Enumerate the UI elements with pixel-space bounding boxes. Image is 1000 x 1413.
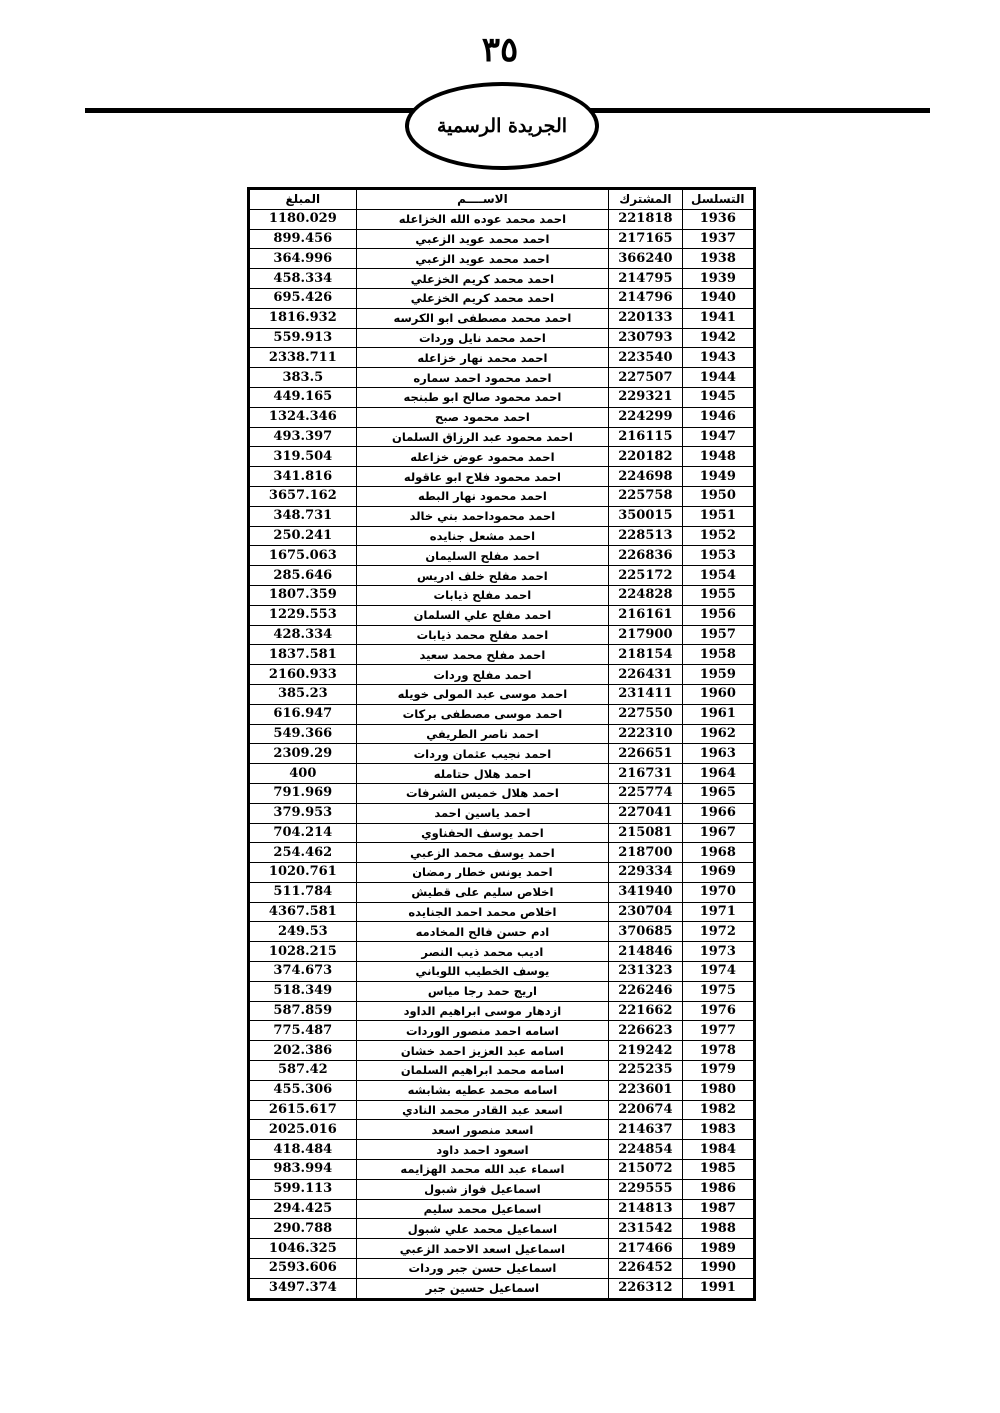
name-cell: اسامه عبد العزيز احمد خشان <box>356 1041 609 1061</box>
subscriber-cell: 224828 <box>609 585 682 605</box>
name-cell: ازدهار موسى ابراهيم الداود <box>356 1001 609 1021</box>
amount-cell: 1675.063 <box>250 546 357 566</box>
amount-cell: 2309.29 <box>250 744 357 764</box>
serial-cell: 1941 <box>682 308 753 328</box>
subscriber-cell: 225172 <box>609 566 682 586</box>
amount-cell: 1807.359 <box>250 585 357 605</box>
table-row <box>250 1001 754 1021</box>
publication-title: الجريدة الرسمية <box>436 115 568 137</box>
subscriber-cell: 226651 <box>609 744 682 764</box>
serial-cell: 1989 <box>682 1239 753 1259</box>
serial-cell: 1946 <box>682 407 753 427</box>
subscriber-cell: 226246 <box>609 981 682 1001</box>
subscriber-cell: 216731 <box>609 764 682 784</box>
table-row <box>250 625 754 645</box>
serial-cell: 1965 <box>682 783 753 803</box>
name-cell: احمد محمود عوض خزاعله <box>356 447 609 467</box>
name-cell: اسماعيل حسن جبر وردات <box>356 1259 609 1279</box>
table-row <box>250 1041 754 1061</box>
amount-cell: 899.456 <box>250 229 357 249</box>
table-row <box>250 249 754 269</box>
table-row <box>250 684 754 704</box>
table-row <box>250 229 754 249</box>
subscriber-cell: 214795 <box>609 269 682 289</box>
table-body <box>250 209 754 1298</box>
subscriber-cell: 366240 <box>609 249 682 269</box>
column-header-subscriber: المشترك <box>609 190 682 210</box>
subscriber-cell: 230704 <box>609 902 682 922</box>
name-cell: اسامه محمد عطيه بشابشه <box>356 1080 609 1100</box>
name-cell: اسماعيل اسعد الاحمد الزعبي <box>356 1239 609 1259</box>
name-cell: احمد موسى عبد المولى خويله <box>356 684 609 704</box>
subscriber-cell: 224299 <box>609 407 682 427</box>
subscriber-cell: 214796 <box>609 288 682 308</box>
table-row <box>250 209 754 229</box>
subscriber-cell: 218154 <box>609 645 682 665</box>
name-cell: احمد نجيب عثمان وردات <box>356 744 609 764</box>
table-row <box>250 447 754 467</box>
subscriber-cell: 224854 <box>609 1140 682 1160</box>
serial-cell: 1990 <box>682 1259 753 1279</box>
amount-cell: 493.397 <box>250 427 357 447</box>
amount-cell: 1837.581 <box>250 645 357 665</box>
table-row <box>250 724 754 744</box>
serial-cell: 1957 <box>682 625 753 645</box>
table-row <box>250 1021 754 1041</box>
subscriber-cell: 225235 <box>609 1061 682 1081</box>
table-row <box>250 1179 754 1199</box>
subscriber-cell: 219242 <box>609 1041 682 1061</box>
subscriber-cell: 217900 <box>609 625 682 645</box>
amount-cell: 285.646 <box>250 566 357 586</box>
name-cell: ادم حسن فالح المخادمه <box>356 922 609 942</box>
name-cell: احمد محمود احمد سماره <box>356 368 609 388</box>
serial-cell: 1991 <box>682 1278 753 1298</box>
subscriber-cell: 226312 <box>609 1278 682 1298</box>
subscriber-cell: 231323 <box>609 962 682 982</box>
serial-cell: 1942 <box>682 328 753 348</box>
subscriber-cell: 216115 <box>609 427 682 447</box>
serial-cell: 1958 <box>682 645 753 665</box>
serial-cell: 1978 <box>682 1041 753 1061</box>
amount-cell: 290.788 <box>250 1219 357 1239</box>
amount-cell: 983.994 <box>250 1160 357 1180</box>
name-cell: اريج حمد رجا مياس <box>356 981 609 1001</box>
table-row <box>250 744 754 764</box>
name-cell: احمد مفلح محمد ذيابات <box>356 625 609 645</box>
name-cell: اسعد عبد القادر محمد النادي <box>356 1100 609 1120</box>
subscriber-cell: 221662 <box>609 1001 682 1021</box>
name-cell: احمد محمد كريم الخزعلي <box>356 288 609 308</box>
subscriber-cell: 217466 <box>609 1239 682 1259</box>
name-cell: احمد محموداحمد بني خالد <box>356 506 609 526</box>
serial-cell: 1956 <box>682 605 753 625</box>
amount-cell: 1816.932 <box>250 308 357 328</box>
subscriber-cell: 226431 <box>609 665 682 685</box>
name-cell: اسماعيل فواز شبول <box>356 1179 609 1199</box>
table-row <box>250 269 754 289</box>
name-cell: احمد مفلح ذيابات <box>356 585 609 605</box>
amount-cell: 2160.933 <box>250 665 357 685</box>
amount-cell: 3657.162 <box>250 486 357 506</box>
subscriber-cell: 229555 <box>609 1179 682 1199</box>
name-cell: احمد ياسين احمد <box>356 803 609 823</box>
table-row <box>250 783 754 803</box>
table-row <box>250 387 754 407</box>
serial-cell: 1964 <box>682 764 753 784</box>
subscriber-cell: 227507 <box>609 368 682 388</box>
serial-cell: 1966 <box>682 803 753 823</box>
amount-cell: 455.306 <box>250 1080 357 1100</box>
name-cell: احمد يوسف محمد الزعبي <box>356 843 609 863</box>
table-row <box>250 863 754 883</box>
table-row <box>250 764 754 784</box>
name-cell: احمد مفلح وردات <box>356 665 609 685</box>
amount-cell: 3497.374 <box>250 1278 357 1298</box>
table-row <box>250 427 754 447</box>
serial-cell: 1974 <box>682 962 753 982</box>
table-row <box>250 1199 754 1219</box>
name-cell: اخلاص سليم على قطيش <box>356 882 609 902</box>
table-row <box>250 407 754 427</box>
subscriber-cell: 224698 <box>609 467 682 487</box>
subscriber-cell: 228513 <box>609 526 682 546</box>
serial-cell: 1943 <box>682 348 753 368</box>
serial-cell: 1954 <box>682 566 753 586</box>
serial-cell: 1947 <box>682 427 753 447</box>
subscriber-cell: 220182 <box>609 447 682 467</box>
serial-cell: 1955 <box>682 585 753 605</box>
serial-cell: 1987 <box>682 1199 753 1219</box>
amount-cell: 383.5 <box>250 368 357 388</box>
serial-cell: 1983 <box>682 1120 753 1140</box>
amount-cell: 400 <box>250 764 357 784</box>
serial-cell: 1984 <box>682 1140 753 1160</box>
table-row <box>250 1061 754 1081</box>
table-row <box>250 1100 754 1120</box>
table-row <box>250 645 754 665</box>
table-row <box>250 981 754 1001</box>
amount-cell: 341.816 <box>250 467 357 487</box>
subscriber-cell: 226452 <box>609 1259 682 1279</box>
payments-table <box>249 189 754 1299</box>
name-cell: احمد يوسف الحفناوي <box>356 823 609 843</box>
subscriber-cell: 229321 <box>609 387 682 407</box>
table-row <box>250 288 754 308</box>
name-cell: اديب محمد ذيب النصر <box>356 942 609 962</box>
table-row <box>250 665 754 685</box>
serial-cell: 1976 <box>682 1001 753 1021</box>
amount-cell: 587.859 <box>250 1001 357 1021</box>
amount-cell: 319.504 <box>250 447 357 467</box>
table-row <box>250 902 754 922</box>
subscriber-cell: 350015 <box>609 506 682 526</box>
serial-cell: 1963 <box>682 744 753 764</box>
serial-cell: 1961 <box>682 704 753 724</box>
name-cell: احمد محمد مصطفى ابو الكرسه <box>356 308 609 328</box>
amount-cell: 379.953 <box>250 803 357 823</box>
amount-cell: 587.42 <box>250 1061 357 1081</box>
subscriber-cell: 214637 <box>609 1120 682 1140</box>
subscriber-cell: 223601 <box>609 1080 682 1100</box>
name-cell: اسامه محمد ابراهيم السلمان <box>356 1061 609 1081</box>
subscriber-cell: 229334 <box>609 863 682 883</box>
subscriber-cell: 215081 <box>609 823 682 843</box>
serial-cell: 1949 <box>682 467 753 487</box>
amount-cell: 1020.761 <box>250 863 357 883</box>
subscriber-cell: 221818 <box>609 209 682 229</box>
serial-cell: 1988 <box>682 1219 753 1239</box>
serial-cell: 1953 <box>682 546 753 566</box>
amount-cell: 549.366 <box>250 724 357 744</box>
subscriber-cell: 214813 <box>609 1199 682 1219</box>
table-row <box>250 506 754 526</box>
name-cell: احمد محمد عويد الزعبي <box>356 229 609 249</box>
serial-cell: 1962 <box>682 724 753 744</box>
table-header-row <box>250 190 754 210</box>
name-cell: اخلاص محمد احمد الجنايده <box>356 902 609 922</box>
subscriber-cell: 231411 <box>609 684 682 704</box>
subscriber-cell: 214846 <box>609 942 682 962</box>
table-row <box>250 1278 754 1298</box>
subscriber-cell: 227550 <box>609 704 682 724</box>
name-cell: احمد هلال خميس الشرفات <box>356 783 609 803</box>
subscriber-cell: 225774 <box>609 783 682 803</box>
amount-cell: 518.349 <box>250 981 357 1001</box>
amount-cell: 1180.029 <box>250 209 357 229</box>
serial-cell: 1979 <box>682 1061 753 1081</box>
table-row <box>250 308 754 328</box>
name-cell: احمد موسى مصطفى بركات <box>356 704 609 724</box>
table-row <box>250 1120 754 1140</box>
subscriber-cell: 226836 <box>609 546 682 566</box>
subscriber-cell: 227041 <box>609 803 682 823</box>
serial-cell: 1948 <box>682 447 753 467</box>
table-row <box>250 585 754 605</box>
serial-cell: 1970 <box>682 882 753 902</box>
serial-cell: 1975 <box>682 981 753 1001</box>
subscriber-cell: 218700 <box>609 843 682 863</box>
amount-cell: 374.673 <box>250 962 357 982</box>
amount-cell: 695.426 <box>250 288 357 308</box>
amount-cell: 616.947 <box>250 704 357 724</box>
amount-cell: 294.425 <box>250 1199 357 1219</box>
amount-cell: 250.241 <box>250 526 357 546</box>
amount-cell: 364.996 <box>250 249 357 269</box>
name-cell: اسماعيل محمد سليم <box>356 1199 609 1219</box>
table-row <box>250 803 754 823</box>
column-header-name: الاســــم <box>356 190 609 210</box>
amount-cell: 1046.325 <box>250 1239 357 1259</box>
name-cell: احمد ناصر الطريفي <box>356 724 609 744</box>
serial-cell: 1937 <box>682 229 753 249</box>
amount-cell: 2615.617 <box>250 1100 357 1120</box>
subscriber-cell: 216161 <box>609 605 682 625</box>
name-cell: احمد محمود نهار البطه <box>356 486 609 506</box>
table-row <box>250 704 754 724</box>
subscriber-cell: 223540 <box>609 348 682 368</box>
name-cell: اسعود احمد داود <box>356 1140 609 1160</box>
masthead-oval <box>405 82 599 170</box>
subscriber-cell: 226623 <box>609 1021 682 1041</box>
serial-cell: 1960 <box>682 684 753 704</box>
serial-cell: 1940 <box>682 288 753 308</box>
amount-cell: 4367.581 <box>250 902 357 922</box>
amount-cell: 1229.553 <box>250 605 357 625</box>
subscriber-cell: 220133 <box>609 308 682 328</box>
serial-cell: 1936 <box>682 209 753 229</box>
table-row <box>250 486 754 506</box>
subscriber-cell: 217165 <box>609 229 682 249</box>
table-row <box>250 1080 754 1100</box>
amount-cell: 202.386 <box>250 1041 357 1061</box>
serial-cell: 1944 <box>682 368 753 388</box>
serial-cell: 1969 <box>682 863 753 883</box>
serial-cell: 1985 <box>682 1160 753 1180</box>
payments-table-frame <box>247 187 756 1301</box>
amount-cell: 791.969 <box>250 783 357 803</box>
name-cell: احمد يونس خطار رمضان <box>356 863 609 883</box>
subscriber-cell: 215072 <box>609 1160 682 1180</box>
table-row <box>250 526 754 546</box>
amount-cell: 1028.215 <box>250 942 357 962</box>
name-cell: احمد محمود عبد الرزاق السلمان <box>356 427 609 447</box>
name-cell: احمد مفلح خلف ادريس <box>356 566 609 586</box>
name-cell: احمد محمود صبح <box>356 407 609 427</box>
serial-cell: 1971 <box>682 902 753 922</box>
table-row <box>250 328 754 348</box>
amount-cell: 385.23 <box>250 684 357 704</box>
amount-cell: 775.487 <box>250 1021 357 1041</box>
serial-cell: 1968 <box>682 843 753 863</box>
name-cell: احمد محمد نهار خزاعله <box>356 348 609 368</box>
name-cell: احمد مشعل جنايده <box>356 526 609 546</box>
amount-cell: 2338.711 <box>250 348 357 368</box>
serial-cell: 1977 <box>682 1021 753 1041</box>
name-cell: احمد محمود صالح ابو طبنجه <box>356 387 609 407</box>
subscriber-cell: 225758 <box>609 486 682 506</box>
table-row <box>250 467 754 487</box>
table-row <box>250 1160 754 1180</box>
name-cell: احمد محمد عويد الزعبي <box>356 249 609 269</box>
serial-cell: 1938 <box>682 249 753 269</box>
serial-cell: 1972 <box>682 922 753 942</box>
subscriber-cell: 220674 <box>609 1100 682 1120</box>
amount-cell: 704.214 <box>250 823 357 843</box>
column-header-amount: المبلغ <box>250 190 357 210</box>
serial-cell: 1967 <box>682 823 753 843</box>
table-row <box>250 1239 754 1259</box>
serial-cell: 1980 <box>682 1080 753 1100</box>
amount-cell: 2593.606 <box>250 1259 357 1279</box>
amount-cell: 1324.346 <box>250 407 357 427</box>
table-row <box>250 1219 754 1239</box>
table-row <box>250 922 754 942</box>
serial-cell: 1950 <box>682 486 753 506</box>
column-header-serial: التسلسل <box>682 190 753 210</box>
amount-cell: 348.731 <box>250 506 357 526</box>
name-cell: احمد مفلح السليمان <box>356 546 609 566</box>
amount-cell: 2025.016 <box>250 1120 357 1140</box>
name-cell: احمد محمود فلاح ابو عاقوله <box>356 467 609 487</box>
amount-cell: 458.334 <box>250 269 357 289</box>
amount-cell: 559.913 <box>250 328 357 348</box>
amount-cell: 254.462 <box>250 843 357 863</box>
name-cell: يوسف الخطيب اللوباني <box>356 962 609 982</box>
name-cell: اسماعيل محمد علي شبول <box>356 1219 609 1239</box>
table-row <box>250 368 754 388</box>
table-row <box>250 962 754 982</box>
amount-cell: 428.334 <box>250 625 357 645</box>
table-row <box>250 348 754 368</box>
name-cell: احمد محمد كريم الخزعلي <box>356 269 609 289</box>
subscriber-cell: 222310 <box>609 724 682 744</box>
table-row <box>250 1140 754 1160</box>
serial-cell: 1939 <box>682 269 753 289</box>
subscriber-cell: 341940 <box>609 882 682 902</box>
table-row <box>250 942 754 962</box>
serial-cell: 1986 <box>682 1179 753 1199</box>
serial-cell: 1951 <box>682 506 753 526</box>
serial-cell: 1959 <box>682 665 753 685</box>
serial-cell: 1945 <box>682 387 753 407</box>
serial-cell: 1952 <box>682 526 753 546</box>
name-cell: احمد مفلح محمد سعيد <box>356 645 609 665</box>
amount-cell: 249.53 <box>250 922 357 942</box>
page-number: ٣٥ <box>481 30 519 70</box>
name-cell: اسماعيل حسين جبر <box>356 1278 609 1298</box>
name-cell: احمد هلال حتامله <box>356 764 609 784</box>
amount-cell: 599.113 <box>250 1179 357 1199</box>
table-row <box>250 605 754 625</box>
table-row <box>250 882 754 902</box>
name-cell: اسعد منصور اسعد <box>356 1120 609 1140</box>
table-row <box>250 1259 754 1279</box>
amount-cell: 511.784 <box>250 882 357 902</box>
table-row <box>250 823 754 843</box>
table-row <box>250 566 754 586</box>
name-cell: احمد محمد عوده الله الخزاعله <box>356 209 609 229</box>
amount-cell: 418.484 <box>250 1140 357 1160</box>
name-cell: احمد مفلح علي السلمان <box>356 605 609 625</box>
name-cell: اسامه احمد منصور الوردات <box>356 1021 609 1041</box>
amount-cell: 449.165 <box>250 387 357 407</box>
subscriber-cell: 231542 <box>609 1219 682 1239</box>
subscriber-cell: 230793 <box>609 328 682 348</box>
subscriber-cell: 370685 <box>609 922 682 942</box>
table-row <box>250 843 754 863</box>
table-row <box>250 546 754 566</box>
serial-cell: 1973 <box>682 942 753 962</box>
serial-cell: 1982 <box>682 1100 753 1120</box>
name-cell: اسماء عبد الله محمد الهزايمه <box>356 1160 609 1180</box>
name-cell: احمد محمد نايل وردات <box>356 328 609 348</box>
